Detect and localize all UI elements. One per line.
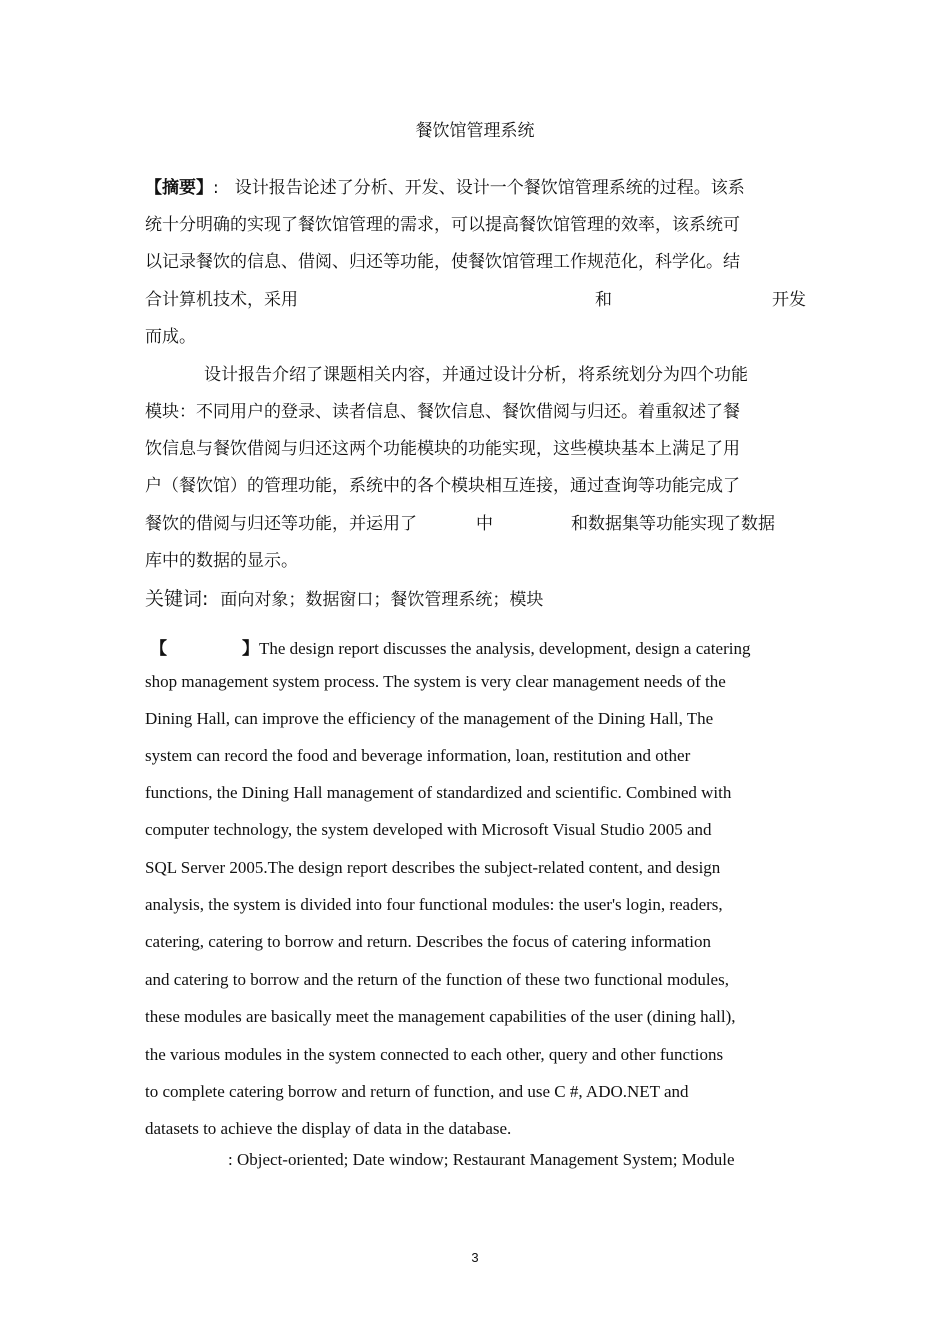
abstract-en-line-14: datasets to achieve the display of data in the database.: [145, 1119, 512, 1138]
abstract-cn-line-5: 而成。: [145, 327, 196, 347]
keywords-cn-label: 关键词:: [145, 588, 209, 610]
keywords-cn-text: 面向对象；数据窗口；餐饮管理系统；模块: [220, 590, 544, 610]
abstract-cn-line-1: [145, 173, 745, 198]
abstract-cn-line-9: 户（餐饮馆）的管理功能，系统中的各个模块相互连接，通过查询等功能完成了: [145, 476, 740, 496]
abstract-en-line-6: computer technology, the system developed with Microsoft Visual Studio 2005 and: [145, 820, 712, 839]
abstract-en-line-12: the various modules in the system connected to each other, query and other functions: [145, 1045, 724, 1064]
abstract-en-line-3: Dining Hall, can improve the efficiency of the management of the Dining Hall, The: [145, 709, 714, 728]
abstract-cn-line-4c: 开发: [772, 290, 806, 310]
abstract-cn-colon: :: [213, 178, 219, 198]
keywords-en: : Object-oriented; Date window; Restaurant Management System; Module: [228, 1150, 735, 1169]
abstract-cn-label: 【摘要】: [145, 178, 213, 198]
abstract-cn-line-7: 模块：不同用户的登录、读者信息、餐饮信息、餐饮借阅与归还。着重叙述了餐: [145, 402, 740, 422]
abstract-en-text-1: The design report discusses the analysis, development, design a catering: [259, 639, 751, 658]
abstract-cn-line-10a: 餐饮的借阅与归还等功能，并运用了: [145, 514, 417, 534]
abstract-cn-line-6: 设计报告介绍了课题相关内容，并通过设计分析，将系统划分为四个功能: [204, 365, 748, 385]
abstract-en-bracket-open: 【: [150, 639, 167, 658]
abstract-en-line-5: functions, the Dining Hall management of standardized and scientific. Combined with: [145, 783, 732, 802]
abstract-cn-line-11: 库中的数据的显示。: [145, 551, 298, 571]
abstract-en-line-11: these modules are basically meet the management capabilities of the user (dining hall),: [145, 1007, 736, 1026]
abstract-cn-line-2: 统十分明确的实现了餐饮馆管理的需求，可以提高餐饮馆管理的效率，该系统可: [145, 215, 740, 235]
abstract-en-bracket-close: 】: [242, 639, 259, 658]
abstract-en-line-1: [150, 634, 750, 659]
abstract-en-line-9: catering, catering to borrow and return. Describes the focus of catering information: [145, 932, 711, 951]
abstract-cn-line-10b: 中: [476, 514, 493, 534]
abstract-cn-line-4a: 合计算机技术，采用: [145, 290, 298, 310]
page-number: 3: [471, 1250, 479, 1265]
abstract-en-line-4: system can record the food and beverage information, loan, restitution and other: [145, 746, 691, 765]
keywords-cn: [145, 584, 543, 611]
abstract-cn-line-3: 以记录餐饮的信息、借阅、归还等功能，使餐饮馆管理工作规范化，科学化。结: [145, 252, 740, 272]
abstract-en-line-7: SQL Server 2005.The design report describes the subject-related content, and design: [145, 858, 721, 877]
abstract-en-line-10: and catering to borrow and the return of the function of these two functional modules,: [145, 970, 729, 989]
page-title: 餐饮馆管理系统: [415, 121, 535, 141]
abstract-cn-text-1: 设计报告论述了分析、开发、设计一个餐饮馆管理系统的过程。该系: [234, 178, 745, 198]
abstract-en-line-8: analysis, the system is divided into four functional modules: the user's login, readers,: [145, 895, 723, 914]
abstract-en-line-2: shop management system process. The system is very clear management needs of the: [145, 672, 726, 691]
abstract-cn-line-10c: 和数据集等功能实现了数据: [571, 514, 775, 534]
abstract-en-line-13: to complete catering borrow and return of function, and use C #, ADO.NET and: [145, 1082, 689, 1101]
abstract-cn-line-8: 饮信息与餐饮借阅与归还这两个功能模块的功能实现，这些模块基本上满足了用: [145, 439, 740, 459]
abstract-cn-line-4b: 和: [595, 290, 612, 310]
